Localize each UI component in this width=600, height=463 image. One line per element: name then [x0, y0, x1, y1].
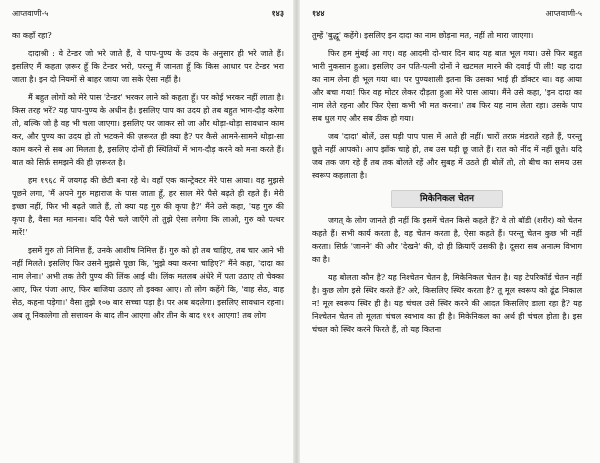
right-paragraph: फिर हम मुंबई आ गए। वह आदमी दो-चार दिन बाद यह बात भूल गया। उसे फिर बहुत भारी नुकसान हुआ। इसलिए उन पति-पत्नी दोनों ने खटमल मारने की दवाई पी ली! यह दादा का नाम लेना ही भूल गया था। पर पुण्यशाली इतना कि उसका भाई ही डॉक्टर था। वह आया और बचा गया! फिर वह मोटर लेकर दौड़ता हुआ मेरे पास आया। मैंने उसे कहा, 'इन दादा का नाम लेते रहना और फिर ऐसा कभी भी मत करना।' तब फिर यह नाम लेता रहा। उसके पाप सब धुल गए और सब ठीक हो गया।	[312, 49, 582, 123]
book-gutter	[293, 0, 300, 463]
right-page	[300, 0, 594, 463]
section-heading: मिकेनिकल चेतन	[391, 190, 503, 208]
left-paragraph: का कहाँ रहा?	[12, 31, 52, 40]
right-paragraph: जगत् के लोग जानते ही नहीं कि इसमें चेतन किसे कहते हैं? वे तो बॉडी (शरीर) को चेतन कहते हैं। सभी कार्य करता है, वह चेतन करता है, ऐसा कहते हैं। परन्तु चेतन कुछ भी नहीं करता। सिर्फ़ 'जानने' की और 'देखने' की, दो ही क्रियाएँ उसकी है। दूसरा सब अनात्म विभाग का है।	[312, 216, 582, 264]
right-paragraph: जब 'दादा' बोलें, उस घड़ी पाप पास में आते ही नहीं। चारों तरफ़ मंडराते रहते हैं, परन्तु छूते नहीं आपको। आप झाँक चाहे हो, तब उस घड़ी छू जाते हैं। रात को नींद में नहीं छूते। यदि जब तक जग रहे हैं तब तक बोलते रहें और सुबह में उठते ही बोलें तो, तो बीच का समय उस स्वरूप कहलाता है।	[312, 132, 582, 180]
right-running-title: आप्तवाणी-५	[545, 9, 582, 18]
right-paragraph: यह बोलता कौन है? यह निश्चेतन चेतन है, मिकेनिकल चेतन है। यह टेपरिकॉर्ड चेतन नहीं है। कुछ लोग इसे स्थिर करते हैं? अरे, किसलिए स्थिर करता है? तू मूल स्वरूप को ढूंढ निकाल न! मूल स्वरूप स्थिर ही है। यह चंचल उसे स्थिर करने की आदत किसलिए डाला रहा है? यह निश्चेतन चेतन तो मूलतः चंचल स्वभाव का ही है। मिकेनिकल का अर्थ ही चंचल होता है। इस चंचल को स्थिर करने फिरते हैं, तो यह कितना	[312, 273, 582, 334]
left-page	[0, 0, 294, 463]
left-page-header	[12, 8, 284, 19]
right-page-header	[312, 8, 582, 19]
left-running-title: आप्तवाणी-५	[12, 9, 49, 18]
right-page-number: १४४	[312, 8, 325, 18]
right-paragraph: तुम्हें 'बुद्धू' कहेंगे। इसलिए इन दादा का नाम छोड़ना मत, नहीं तो मारा जाएगा।	[312, 31, 534, 40]
left-paragraph: दादाश्री : वे टेन्डर जो भरे जाते हैं, वे पाप-पुण्य के उदय के अनुसार ही भरे जाते हैं। इसलिए मैं कहता ज़रूर हूँ कि टेन्डर भरो, परन्तु मैं जानता हूँ कि किस आधार पर टेन्डर भरा जाता है। इन दो नियमों से बाहर जाया जा सके ऐसा नहीं है।	[12, 49, 284, 84]
left-page-number: १४३	[271, 8, 284, 18]
left-paragraph: हम १९६८ में जयगढ़ की छेटी बना रहे थे। वहाँ एक कान्ट्रेक्टर मेरे पास आया। वह मुझसे पूछने लगा, 'मैं अपने गुरु महाराज के पास जाता हूँ, हर साल मेरे पैसे बढ़ते ही रहते हैं। मेरी इच्छा नहीं, फिर भी बढ़ते जाते हैं, तो क्या यह गुरु की कृपा है?' मैंने उसे कहा, 'यह गुरु की कृपा है, वैसा मत मानना। यदि पैसे चले जाएँगे तो तुझे ऐसा लगेगा कि लाओ, गुरु को पत्थर मारें!'	[12, 176, 284, 237]
left-paragraph: मैं बहुत लोगों को मेरे पास 'टेन्डर' भरकर लाने को कहता हूँ। पर कोई भरकर नहीं लाता है। किस तरह भरें? यह पाप-पुण्य के अधीन है। इसलिए पाप का उदय हो तब बहुत भाग-दौड़ करेगा तो, बल्कि जो है वह भी चला जाएगा। इसलिए पर जाकर सो जा और थोड़ा-थोड़ा सावधान काम कर, और पुण्य का उदय हो तो भटकने की ज़रूरत ही क्या है? पर कैसे आमने-सामने थोड़ा-सा काम करने से सब आ मिलता है, इसलिए दोनों ही स्थितियों में भाग-दौड़ करने को मना करते हैं। बात को सिर्फ़ समझने की ही ज़रूरत है।	[12, 93, 284, 167]
left-paragraph: इसमें गुरु तो निमित्त हैं, उनके आशीष निमित्त हैं। गुरु को हो तब चाहिए, तब चार आने भी नहीं मिलते। इसलिए फिर उसने मुझसे पूछा कि, 'मुझे क्या करना चाहिए?' मैंने कहा, 'दादा का नाम लेना।' अभी तक तेरी पुण्य की लिंक आई थी। लिंक मतलब अंधेरे में पता उठाए तो चेक्का आए, फिर पंजा आए, फिर बाजिया उठाए तो इक्का आए। तो लोग कहेंगे कि, 'वाह सेठ, वाह सेठ, कहना पड़ेगा।' वैसा तुझे १०७ बार सच्चा पड़ा है। पर अब बदलेगा। इसलिए सावधान रहना। अब तू निकालेगा तो सत्तावन के बाद तीन आएगा और तीन के बाद १११ आएगा! तब लोग	[12, 246, 284, 320]
